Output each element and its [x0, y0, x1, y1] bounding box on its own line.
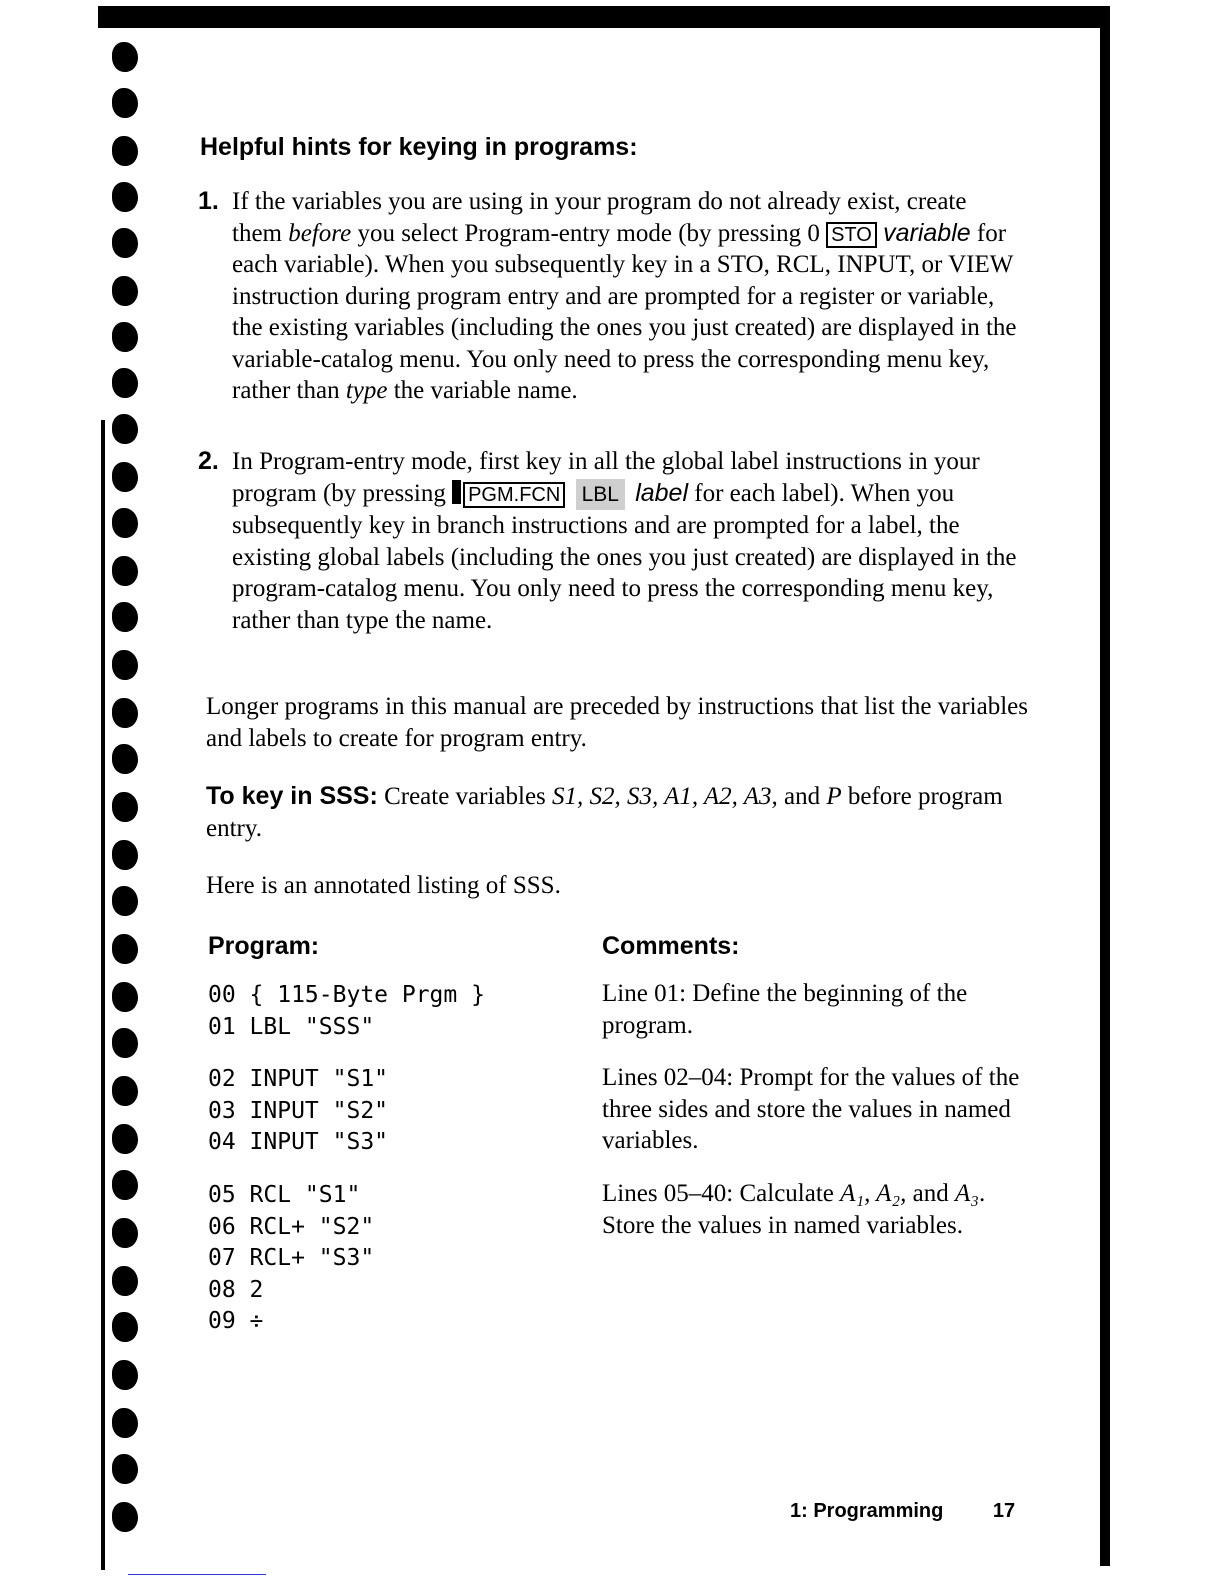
binding-hole: [112, 1170, 138, 1200]
hint-item-2: [198, 446, 1022, 636]
pgm-fcn-key: PGM.FCN: [463, 482, 565, 508]
program-line: 06 RCL+ "S2": [208, 1213, 375, 1240]
comment-group-3: Lines 05–40: Calculate A₁, A₂, and A₃. Store the values in named variables.: [602, 1180, 986, 1239]
binding-hole: [112, 792, 138, 822]
page-top-border: [98, 6, 1110, 28]
program-line: 00 { 115-Byte Prgm }: [208, 982, 485, 1008]
binding-hole: [112, 182, 138, 212]
hint-text: In Program-entry mode, first key in all the global label instructions in your program (by pressing PGM.FCN LBL label for each label). When you subsequently key in branch instructions and are prompted for a label, the existing global labels (including the ones you just created) are displayed in the program-catalog menu. You only need to press the corresponding menu key, rather than type the name.: [232, 448, 1017, 634]
binding-hole: [112, 1218, 138, 1248]
hint-number: 2.: [198, 447, 219, 475]
program-line: 01 LBL "SSS": [208, 1013, 375, 1040]
binding-hole: [112, 840, 138, 870]
para-longer-programs: Longer programs in this manual are preceded by instructions that list the variables and labels to create for program entry.: [206, 693, 1028, 752]
program-heading: Program:: [208, 932, 320, 960]
key-in-heading: To key in SSS:: [206, 782, 378, 810]
binding-hole: [112, 462, 138, 492]
binding-hole: [112, 1408, 138, 1438]
sto-key: STO: [826, 222, 877, 248]
page-right-border: [1100, 6, 1110, 1566]
binding-hole: [112, 934, 138, 964]
binding-hole: [112, 698, 138, 728]
binding-hole: [112, 1076, 138, 1106]
emphasis-label: label: [635, 478, 689, 507]
binding-hole: [112, 228, 138, 258]
variable-p: P: [826, 783, 842, 810]
binding-hole: [112, 982, 138, 1012]
comment-group-1: Line 01: Define the beginning of the program.: [602, 980, 968, 1039]
binding-hole: [112, 1266, 138, 1296]
binding-hole: [112, 136, 138, 166]
binding-spine: [101, 420, 105, 1570]
code-group-1: [208, 980, 485, 1043]
program-line: 05 RCL "S1": [208, 1182, 361, 1208]
program-line: 04 INPUT "S3": [208, 1129, 389, 1155]
program-line: 03 INPUT "S2": [208, 1097, 389, 1124]
comment-variable-a3: A₃: [954, 1180, 979, 1207]
binding-hole: [112, 1454, 138, 1484]
page-footer: [790, 1500, 1015, 1523]
binding-hole: [112, 42, 138, 72]
comment-variables: A₁, A₂,: [840, 1180, 907, 1207]
hint-number: 1.: [198, 187, 219, 215]
para-listing-intro: Here is an annotated listing of SSS.: [206, 872, 561, 899]
comment-group-2: Lines 02–04: Prompt for the values of the three sides and store the values in named variables.: [602, 1064, 1020, 1154]
code-group-2: [208, 1064, 388, 1159]
binding-hole: [112, 556, 138, 586]
para-key-in-sss: To key in SSS: Create variables S1, S2, S3, A1, A2, A3, and P before program entry.: [206, 782, 1003, 842]
program-line: 09 ÷: [208, 1308, 264, 1334]
emphasis-before: before: [288, 219, 352, 247]
binding-hole: [112, 744, 138, 774]
binding-hole: [112, 414, 138, 444]
program-line: 08 2: [208, 1276, 264, 1303]
shift-key-icon: [452, 480, 461, 504]
binding-hole: [112, 1028, 138, 1058]
binding-hole: [112, 1124, 138, 1154]
binding-hole: [112, 602, 138, 632]
binding-hole: [112, 886, 138, 916]
hint-text: If the variables you are using in your program do not already exist, create them before you select Program-entry mode (by pressing 0 STO variable for each variable). When you subsequently key in a STO, RCL, INPUT, or VIEW instruction during program entry and are prompted for a register or variable, the existing variables (including the ones you just created) are displayed in the variable-catalog menu. You only need to press the corresponding menu key, rather than type the variable name.: [232, 188, 1017, 404]
program-line: 02 INPUT "S1": [208, 1066, 389, 1092]
binding-hole: [112, 368, 138, 398]
page-number: 17: [992, 1500, 1016, 1522]
hint-item-1: [198, 186, 1022, 407]
emphasis-type: type: [345, 377, 388, 404]
binding-hole: [112, 650, 138, 680]
binding-hole: [112, 1360, 138, 1390]
binding-hole: [112, 508, 138, 538]
code-group-3: [208, 1180, 374, 1338]
bottom-rule: [128, 1574, 266, 1575]
chapter-label: 1: Programming: [790, 1500, 944, 1522]
comments-heading: Comments:: [602, 932, 740, 960]
binding-hole: [112, 276, 138, 306]
binding-hole: [112, 1502, 138, 1532]
binding-hole: [112, 322, 138, 352]
program-line: 07 RCL+ "S3": [208, 1245, 375, 1271]
binding-hole: [112, 88, 138, 118]
binding-hole: [112, 1312, 138, 1342]
hints-heading: Helpful hints for keying in programs:: [200, 133, 638, 161]
emphasis-variable: variable: [883, 218, 971, 247]
variable-list: S1, S2, S3, A1, A2, A3,: [552, 783, 778, 810]
lbl-menu-key: LBL: [576, 479, 625, 511]
